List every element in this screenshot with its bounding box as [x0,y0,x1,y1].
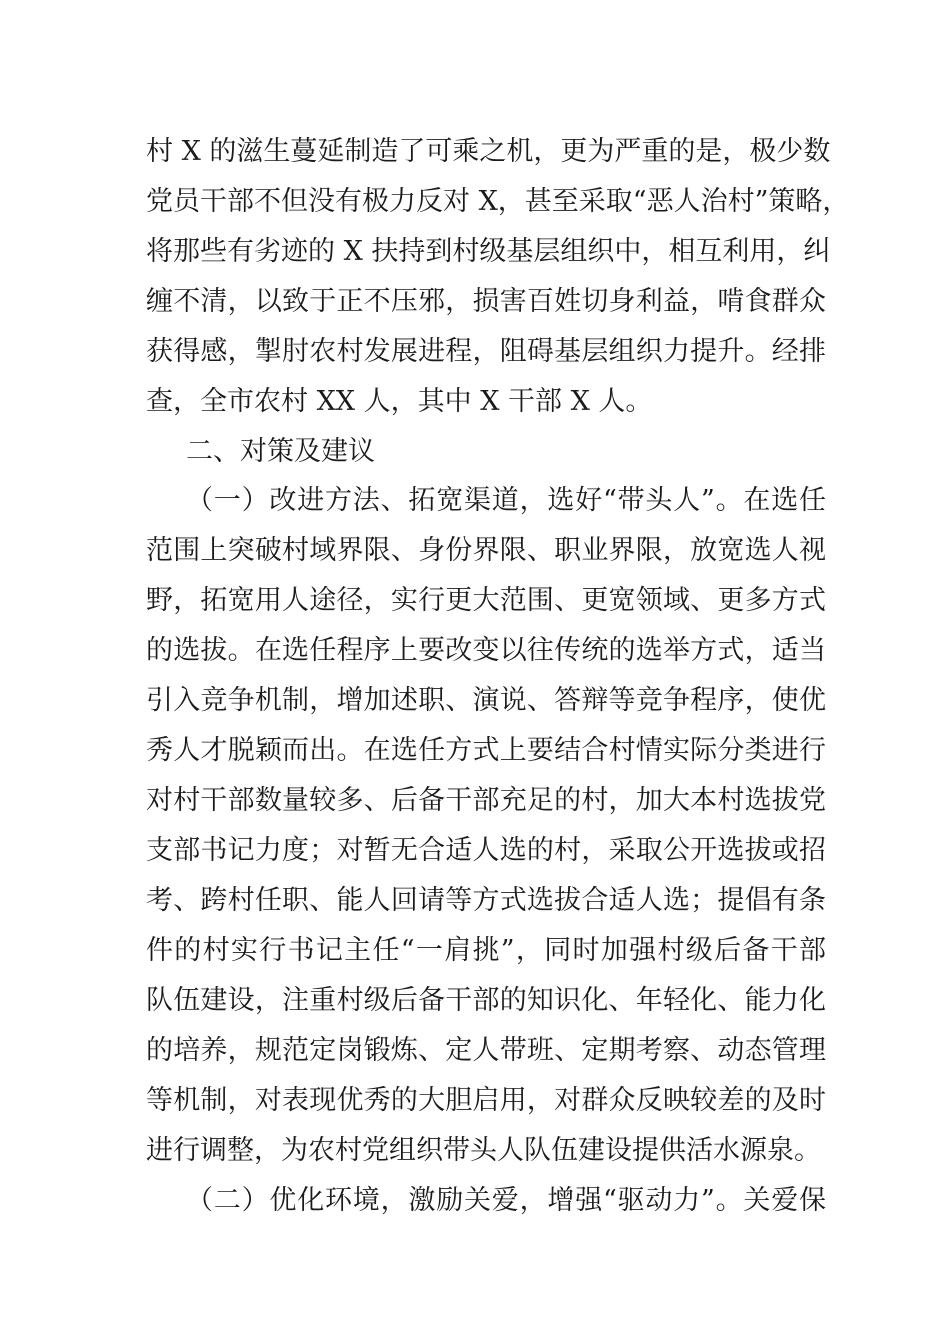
text-line: 的选拔。在选任程序上要改变以往传统的选举方式，适当 [146,635,826,666]
text-line: 件的村实行书记主任“一肩挑”，同时加强村级后备干部 [146,935,826,966]
subsection-heading: （一）改进方法、拓宽渠道，选好“带头人”。在选任 [186,485,826,516]
text-line: 队伍建设，注重村级后备干部的知识化、年轻化、能力化 [146,985,826,1016]
subsection-heading: （二）优化环境，激励关爱，增强“驱动力”。关爱保 [186,1185,826,1216]
text-line: 引入竞争机制，增加述职、演说、答辩等竞争程序，使优 [146,685,826,716]
text-line: 缠不清，以致于正不压邪，损害百姓切身利益，啃食群众 [146,286,826,317]
text-line: 秀人才脱颖而出。在选任方式上要结合村情实际分类进行 [146,735,826,766]
text-line: 对村干部数量较多、后备干部充足的村，加大本村选拔党 [146,785,826,816]
text-line: 进行调整，为农村党组织带头人队伍建设提供活水源泉。 [146,1135,821,1166]
text-line: 范围上突破村域界限、身份界限、职业界限，放宽选人视 [146,535,826,566]
text-line: 将那些有劣迹的 X 扶持到村级基层组织中，相互利用，纠 [146,236,831,267]
section-heading: 二、对策及建议 [186,436,375,467]
text-line: 党员干部不但没有极力反对 X，甚至采取“恶人治村”策略， [146,186,850,217]
text-line: 查，全市农村 XX 人，其中 X 干部 X 人。 [146,386,653,417]
text-line: 等机制，对表现优秀的大胆启用，对群众反映较差的及时 [146,1085,826,1116]
text-line: 获得感，掣肘农村发展进程，阻碍基层组织力提升。经排 [146,336,826,367]
text-line: 的培养，规范定岗锻炼、定人带班、定期考察、动态管理 [146,1035,826,1066]
text-line: 支部书记力度；对暂无合适人选的村，采取公开选拔或招 [146,835,826,866]
text-line: 村 X 的滋生蔓延制造了可乘之机，更为严重的是，极少数 [146,136,831,167]
text-line: 野，拓宽用人途径，实行更大范围、更宽领域、更多方式 [146,585,826,616]
text-line: 考、跨村任职、能人回请等方式选拔合适人选；提倡有条 [146,885,826,916]
